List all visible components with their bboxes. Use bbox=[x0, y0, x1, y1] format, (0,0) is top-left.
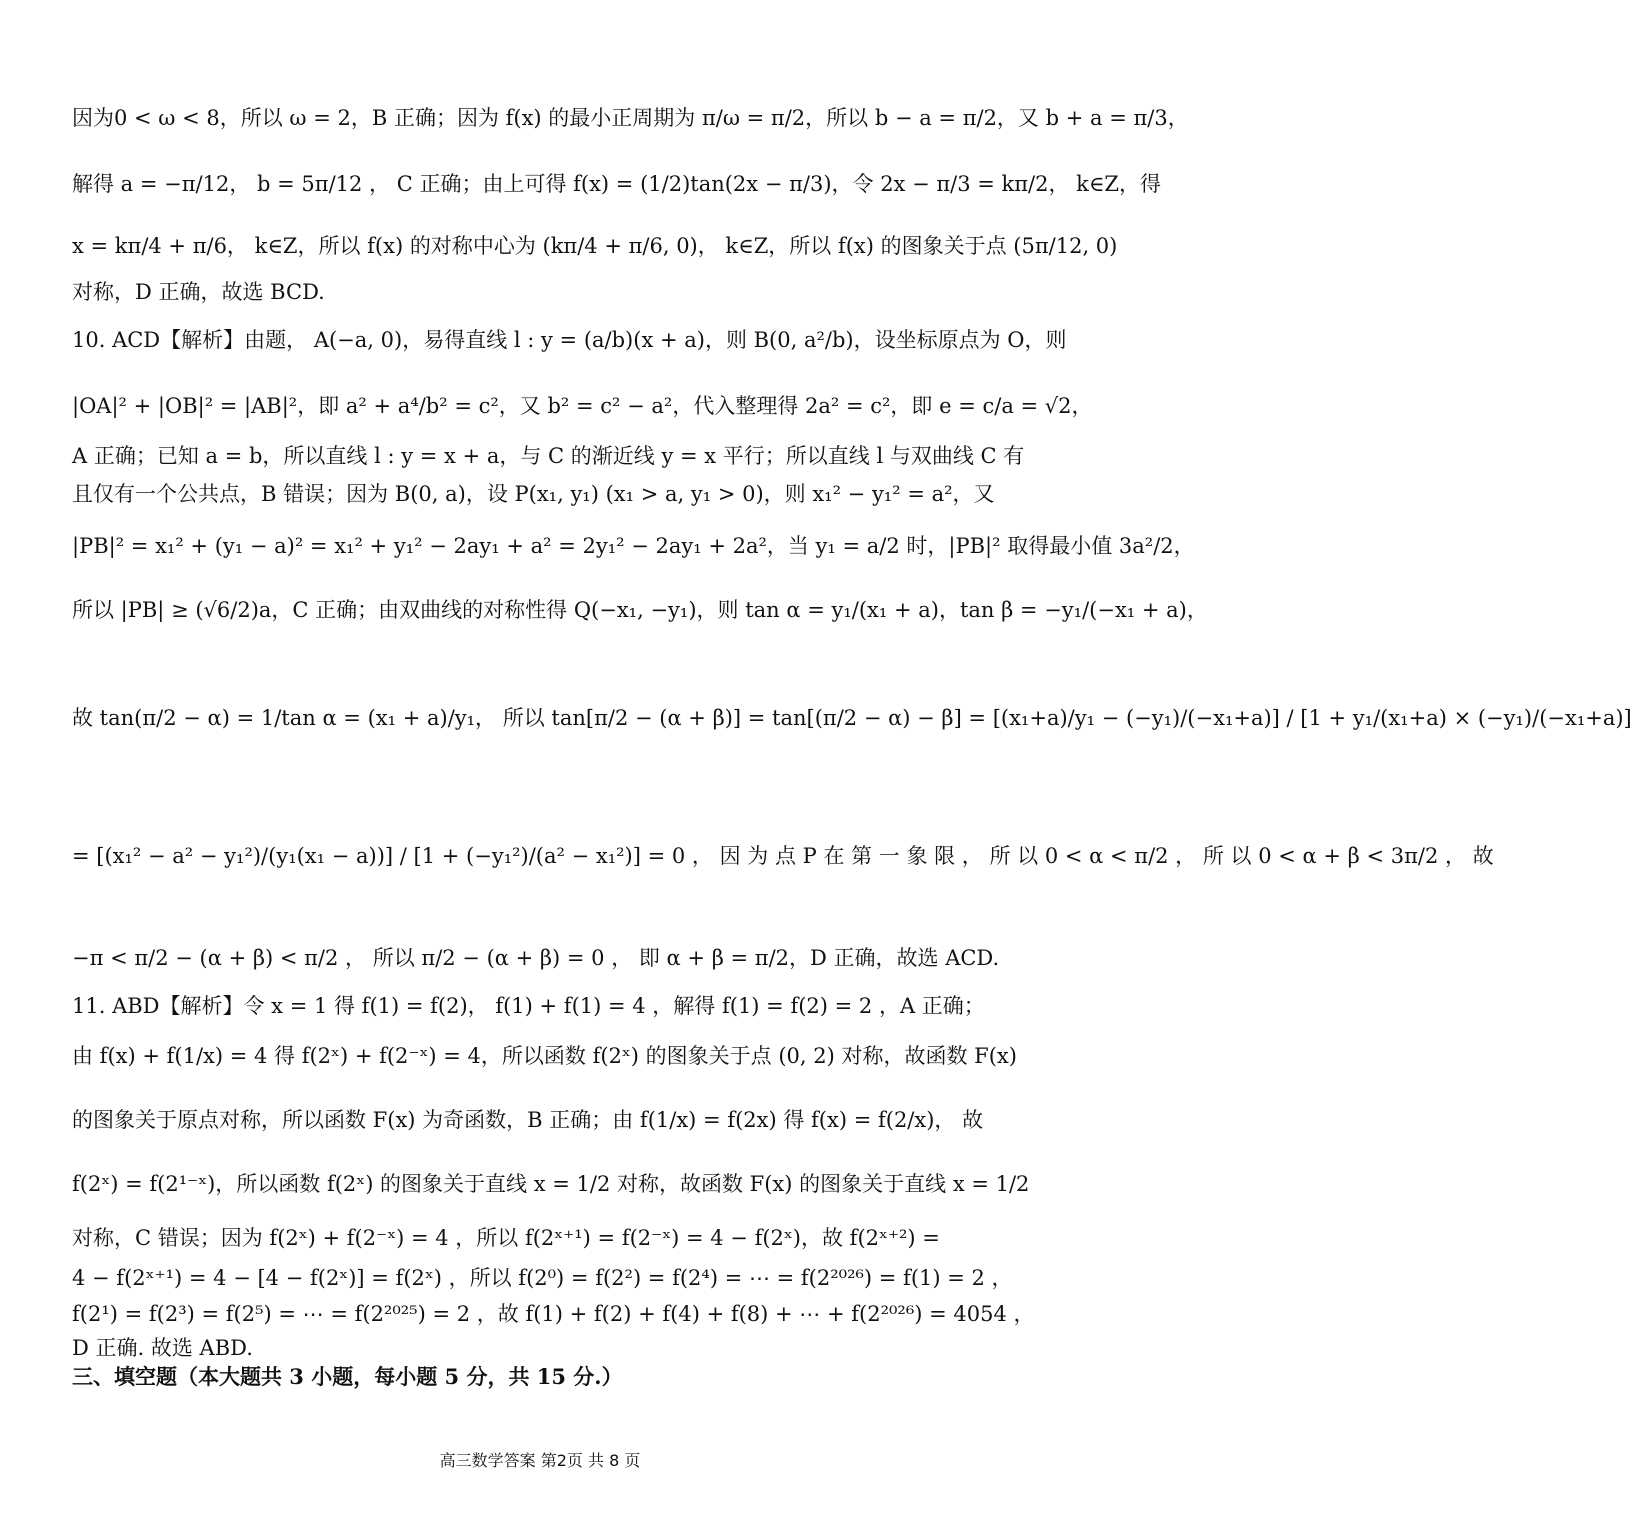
q11-line-6: 4 − f(2ˣ⁺¹) = 4 − [4 − f(2ˣ)] = f(2ˣ) ，所以 f(2⁰) = f(2²) = f(2⁴) = ⋯ = f(2²⁰²⁶) = f(1) = 2 ， bbox=[72, 1266, 1013, 1290]
q11-line-7: f(2¹) = f(2³) = f(2⁵) = ⋯ = f(2²⁰²⁵) = 2 ，故 f(1) + f(2) + f(4) + f(8) + ⋯ + f(2²⁰²⁶) = 4054 ， bbox=[72, 1302, 1035, 1326]
q10-line-3: A 正确；已知 a = b，所以直线 l : y = x + a，与 C 的渐近线 y = x 平行；所以直线 l 与双曲线 C 有 bbox=[72, 444, 1025, 468]
q10-line-8: = [(x₁² − a² − y₁²)/(y₁(x₁ − a))] / [1 + (−y₁²)/(a² − x₁²)] = 0 ， 因 为 点 P 在 第 一 象 限 ， 所 以 0 < α < π/2 ， 所 以 0 < α + β < 3π/2 ， 故 bbox=[72, 844, 1494, 868]
q9-line-1: 因为0 < ω < 8，所以 ω = 2，B 正确；因为 f(x) 的最小正周期为 π/ω = π/2，所以 b − a = π/2，又 b + a = π/3， bbox=[72, 106, 1189, 130]
q10-line-2: |OA|² + |OB|² = |AB|²，即 a² + a⁴/b² = c²，又 b² = c² − a²，代入整理得 2a² = c²，即 e = c/a = √2， bbox=[72, 394, 1093, 418]
q10-line-6: 所以 |PB| ≥ (√6/2)a，C 正确；由双曲线的对称性得 Q(−x₁, −y₁)，则 tan α = y₁/(x₁ + a)，tan β = −y₁/(−x₁ + a)， bbox=[72, 598, 1208, 622]
q11-line-3: 的图象关于原点对称，所以函数 F(x) 为奇函数，B 正确；由 f(1/x) = f(2x) 得 f(x) = f(2/x)， 故 bbox=[72, 1108, 984, 1132]
q9-line-4: 对称，D 正确，故选 BCD. bbox=[72, 280, 325, 304]
q11-line-2: 由 f(x) + f(1/x) = 4 得 f(2ˣ) + f(2⁻ˣ) = 4，所以函数 f(2ˣ) 的图象关于点 (0, 2) 对称，故函数 F(x) bbox=[72, 1044, 1017, 1068]
q10-line-5: |PB|² = x₁² + (y₁ − a)² = x₁² + y₁² − 2ay₁ + a² = 2y₁² − 2ay₁ + 2a²，当 y₁ = a/2 时，|PB|² 取得最小值 3a²/2， bbox=[72, 534, 1195, 558]
q11-line-5: 对称，C 错误；因为 f(2ˣ) + f(2⁻ˣ) = 4 ，所以 f(2ˣ⁺¹) = f(2⁻ˣ) = 4 − f(2ˣ)，故 f(2ˣ⁺²) = bbox=[72, 1226, 940, 1250]
section-title: 三、填空题（本大题共 3 小题，每小题 5 分，共 15 分.） bbox=[72, 1364, 623, 1389]
q9-line-2: 解得 a = −π/12， b = 5π/12 ， C 正确；由上可得 f(x) = (1/2)tan(2x − π/3)，令 2x − π/3 = kπ/2， k∈Z，得 bbox=[72, 172, 1162, 196]
q10-line-7: 故 tan(π/2 − α) = 1/tan α = (x₁ + a)/y₁， 所以 tan[π/2 − (α + β)] = tan[(π/2 − α) − β] = [(x₁+a)/y₁ − (−y₁)/(−x₁+a)] / [1 + y₁/(x₁+a) × (−y₁)/(−x₁+a)] bbox=[72, 706, 1632, 730]
q11-line-1: 11. ABD【解析】令 x = 1 得 f(1) = f(2)， f(1) + f(1) = 4 ，解得 f(1) = f(2) = 2 ，A 正确； bbox=[72, 994, 985, 1018]
q9-line-3: x = kπ/4 + π/6， k∈Z，所以 f(x) 的对称中心为 (kπ/4 + π/6, 0)， k∈Z，所以 f(x) 的图象关于点 (5π/12, 0) bbox=[72, 234, 1118, 258]
q10-line-4: 且仅有一个公共点，B 错误；因为 B(0, a)，设 P(x₁, y₁) (x₁ > a, y₁ > 0)，则 x₁² − y₁² = a²，又 bbox=[72, 482, 995, 506]
page-footer: 高三数学答案 第2页 共 8 页 bbox=[439, 1451, 641, 1470]
q11-line-4: f(2ˣ) = f(2¹⁻ˣ)，所以函数 f(2ˣ) 的图象关于直线 x = 1/2 对称，故函数 F(x) 的图象关于直线 x = 1/2 bbox=[72, 1172, 1030, 1196]
q11-line-8: D 正确. 故选 ABD. bbox=[72, 1336, 253, 1360]
q10-line-1: 10. ACD【解析】由题， A(−a, 0)，易得直线 l : y = (a/b)(x + a)，则 B(0, a²/b)，设坐标原点为 O，则 bbox=[72, 328, 1067, 352]
q10-line-9: −π < π/2 − (α + β) < π/2 ， 所以 π/2 − (α + β) = 0 ， 即 α + β = π/2，D 正确，故选 ACD. bbox=[72, 946, 1000, 970]
